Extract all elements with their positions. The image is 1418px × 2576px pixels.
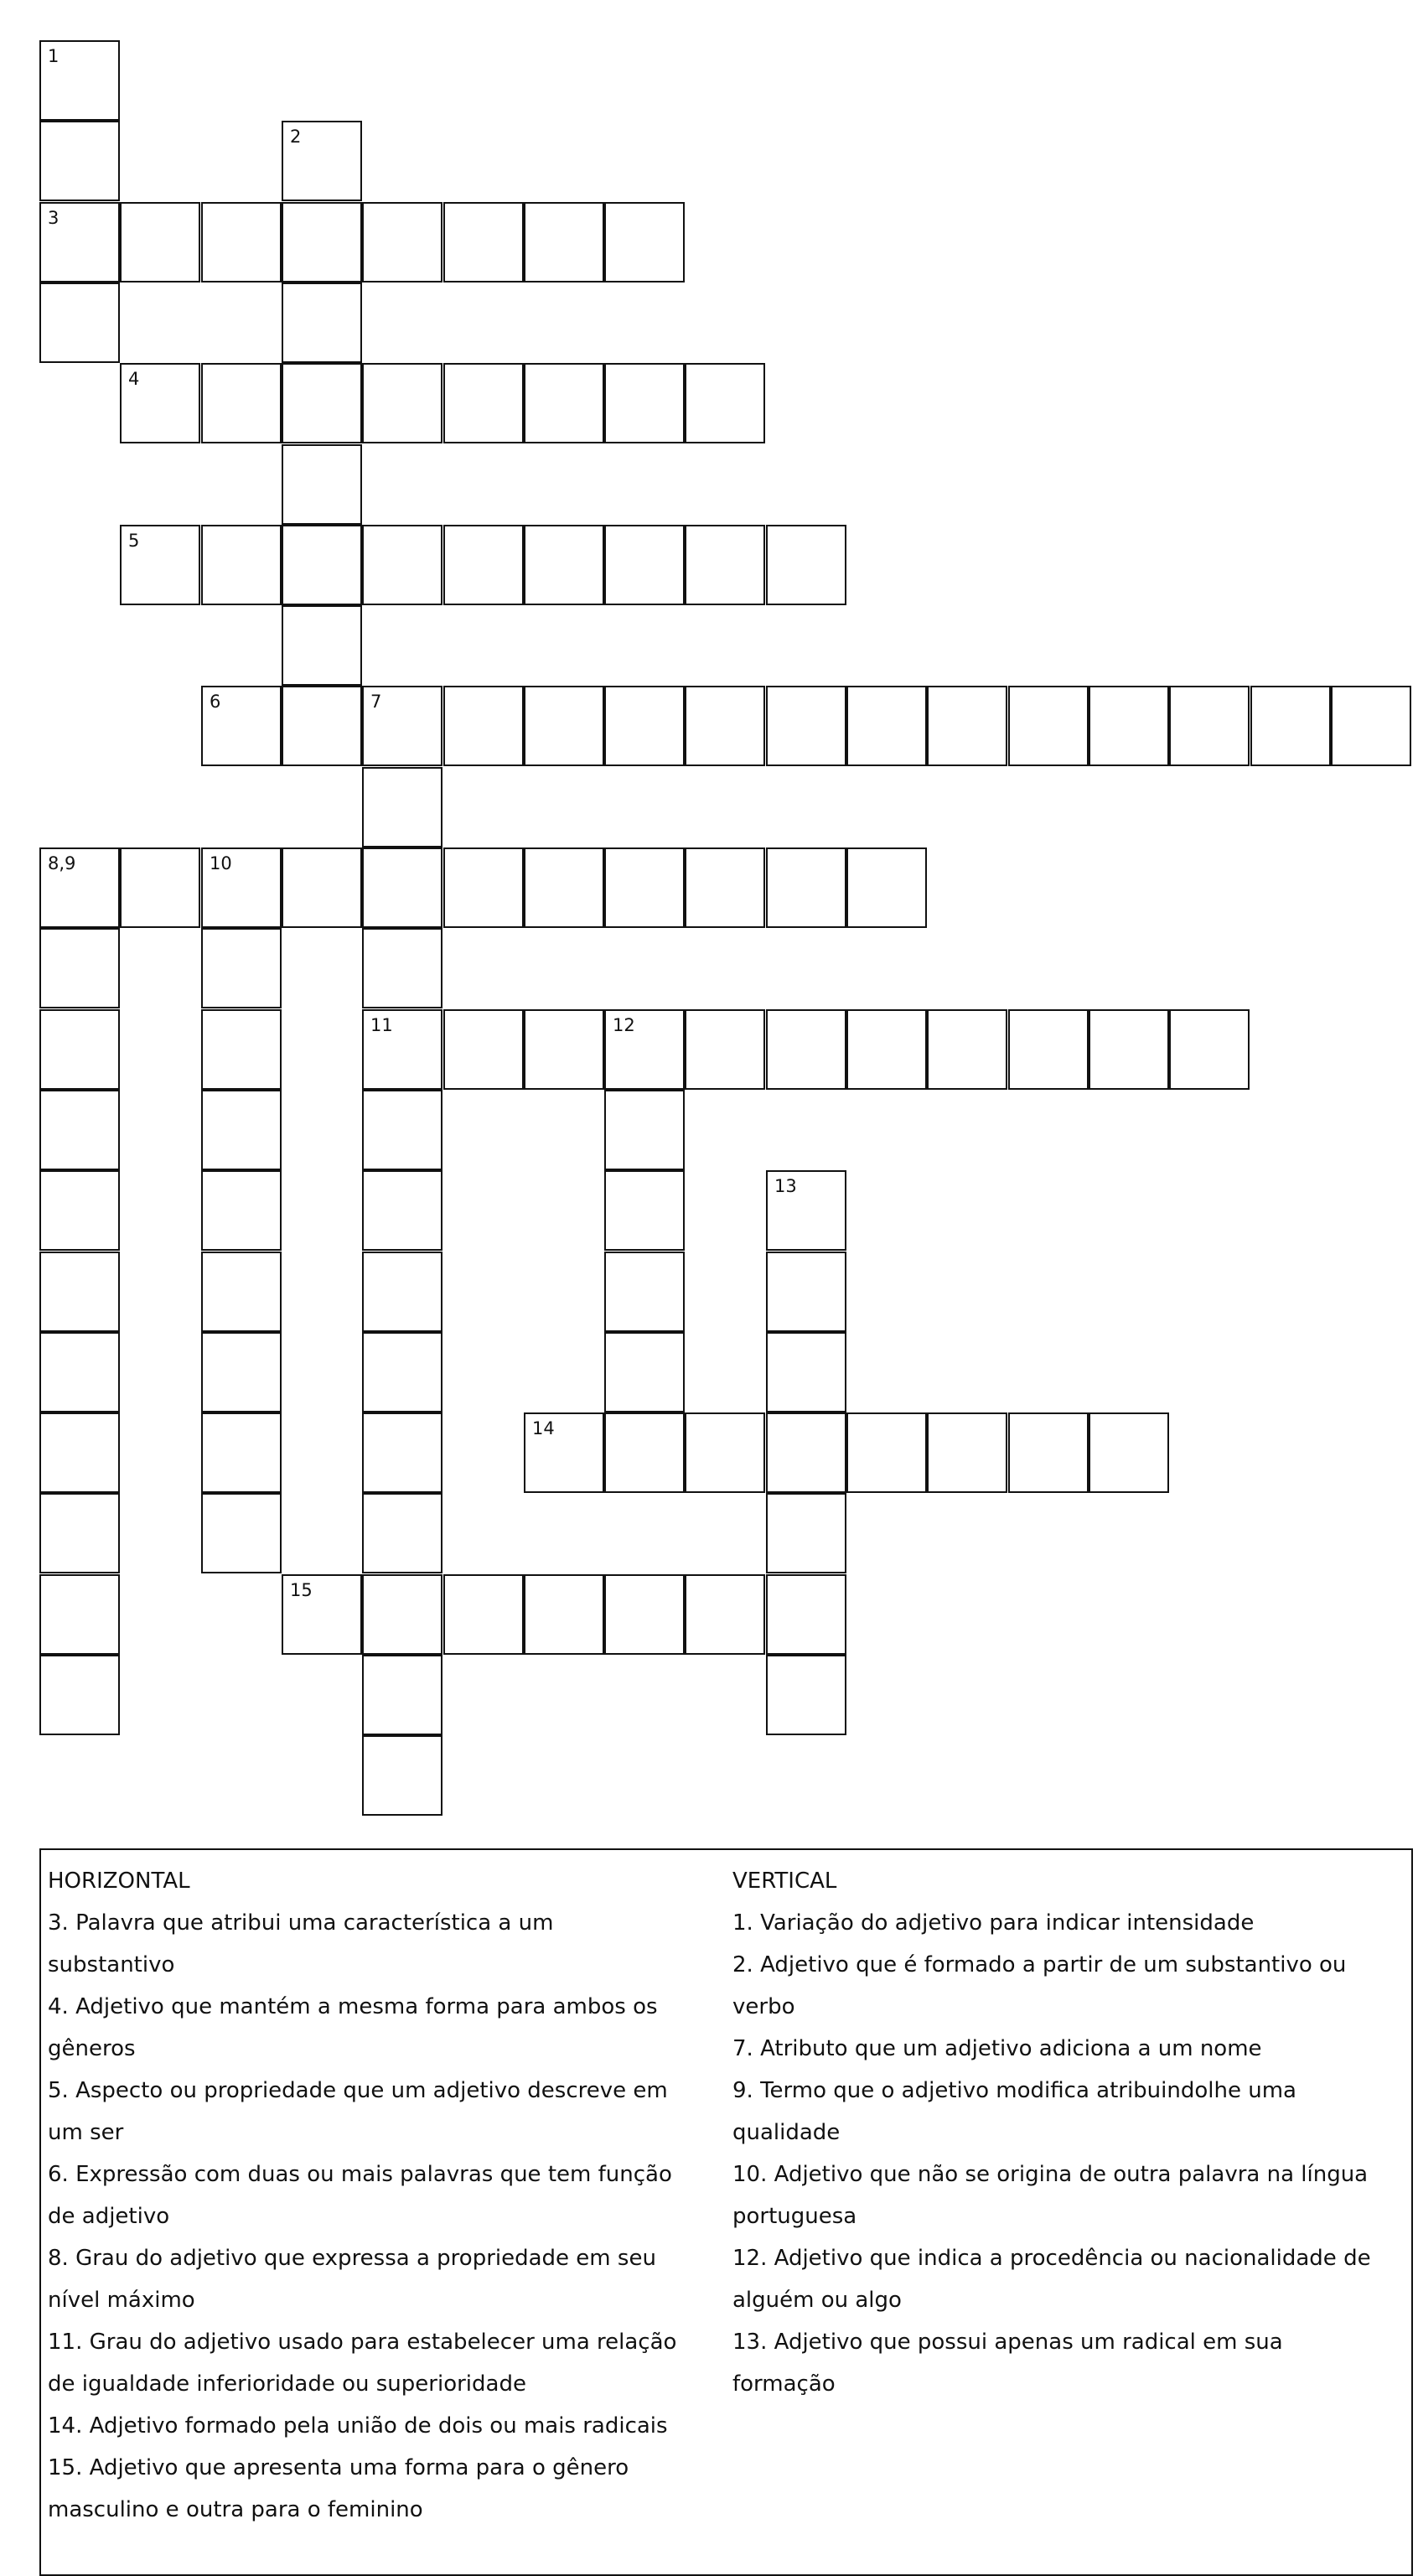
crossword-cell[interactable] [362,1090,442,1170]
crossword-cell[interactable] [282,847,362,928]
crossword-cell[interactable] [443,363,524,443]
crossword-cell[interactable] [282,202,362,282]
crossword-cell[interactable] [362,363,442,443]
crossword-cell[interactable] [120,202,200,282]
crossword-cell[interactable] [685,525,765,605]
crossword-cell[interactable] [927,1009,1007,1090]
crossword-cell[interactable] [443,847,524,928]
crossword-cell[interactable] [39,202,120,282]
crossword-cell[interactable] [524,1009,604,1090]
crossword-cell[interactable] [604,1574,685,1655]
crossword-cell[interactable] [362,1655,442,1735]
crossword-cell[interactable] [362,847,442,928]
crossword-cell[interactable] [362,525,442,605]
clue-number: 7 [370,692,382,712]
crossword-cell[interactable] [927,1412,1007,1493]
crossword-cell[interactable] [39,121,120,201]
crossword-cell[interactable] [604,1090,685,1170]
crossword-cell[interactable] [362,1009,442,1090]
crossword-cell[interactable] [1008,1009,1089,1090]
clue-number: 13 [774,1176,797,1196]
clue-number: 2 [290,127,302,147]
crossword-cell[interactable] [39,1332,120,1412]
crossword-cell[interactable] [604,202,685,282]
crossword-cell[interactable] [362,1332,442,1412]
crossword-cell[interactable] [604,1170,685,1251]
clue-number: 8,9 [48,853,76,873]
vertical-heading: VERTICAL [732,1869,837,1894]
clue-line: gêneros [48,2036,136,2061]
crossword-cell[interactable] [39,1170,120,1251]
crossword-cell[interactable] [443,1009,524,1090]
crossword-cell[interactable] [1169,1009,1250,1090]
crossword-cell[interactable] [1089,686,1169,766]
crossword-cell[interactable] [1169,686,1250,766]
crossword-cell[interactable] [604,1009,685,1090]
clue-number: 10 [210,853,232,873]
crossword-cell[interactable] [362,1735,442,1816]
clue-line: 14. Adjetivo formado pela união de dois ou mais radicais [48,2413,668,2439]
crossword-cell[interactable] [282,363,362,443]
clues-box [39,1848,1413,2576]
clue-number: 12 [613,1015,635,1035]
crossword-cell[interactable] [766,1655,846,1735]
clue-line: formação [732,2371,836,2397]
crossword-cell[interactable] [1008,1412,1089,1493]
clue-line: 6. Expressão com duas ou mais palavras que tem função [48,2162,672,2187]
horizontal-heading: HORIZONTAL [48,1869,190,1894]
crossword-cell[interactable] [201,1412,282,1493]
crossword-cell[interactable] [443,525,524,605]
crossword-cell[interactable] [685,1412,765,1493]
crossword-cell[interactable] [201,1332,282,1412]
crossword-cell[interactable] [685,847,765,928]
clue-line: 5. Aspecto ou propriedade que um adjetivo descreve em [48,2078,668,2103]
crossword-cell[interactable] [39,847,120,928]
crossword-cell[interactable] [846,1009,927,1090]
clue-line: verbo [732,1994,795,2019]
crossword-cell[interactable] [604,847,685,928]
crossword-cell[interactable] [39,1574,120,1655]
crossword-cell[interactable] [362,202,442,282]
crossword-cell[interactable] [282,525,362,605]
clue-line: 12. Adjetivo que indica a procedência ou nacionalidade de [732,2246,1371,2271]
crossword-cell[interactable] [201,928,282,1008]
clue-line: de igualdade inferioridade ou superioridade [48,2371,526,2397]
clue-number: 11 [370,1015,393,1035]
clue-line: 15. Adjetivo que apresenta uma forma para o gênero [48,2455,629,2480]
crossword-cell[interactable] [766,686,846,766]
crossword-cell[interactable] [766,1332,846,1412]
crossword-cell[interactable] [201,1252,282,1332]
crossword-cell[interactable] [362,1412,442,1493]
clue-number: 14 [532,1418,555,1438]
crossword-cell[interactable] [282,605,362,686]
clue-number: 5 [128,531,140,551]
clue-line: 3. Palavra que atribui uma característica a um [48,1910,554,1936]
crossword-cell[interactable] [766,1412,846,1493]
crossword-cell[interactable] [524,686,604,766]
clue-line: 1. Variação do adjetivo para indicar intensidade [732,1910,1255,1936]
crossword-cell[interactable] [685,1009,765,1090]
crossword-cell[interactable] [1089,1009,1169,1090]
horizontal-clues [48,1860,727,2531]
crossword-cell[interactable] [604,686,685,766]
crossword-cell[interactable] [443,686,524,766]
crossword-cell[interactable] [362,1170,442,1251]
clue-line: 9. Termo que o adjetivo modifica atribuindolhe uma [732,2078,1296,2103]
crossword-cell[interactable] [201,1170,282,1251]
clue-line: 13. Adjetivo que possui apenas um radical em sua [732,2330,1283,2355]
crossword-cell[interactable] [604,1252,685,1332]
clue-number: 15 [290,1580,313,1600]
clue-line: nível máximo [48,2288,195,2313]
crossword-cell[interactable] [39,1412,120,1493]
crossword-cell[interactable] [362,928,442,1008]
crossword-cell[interactable] [524,525,604,605]
crossword-cell[interactable] [201,1090,282,1170]
crossword-cell[interactable] [39,928,120,1008]
crossword-cell[interactable] [39,40,120,121]
clue-line: 4. Adjetivo que mantém a mesma forma para ambos os [48,1994,658,2019]
crossword-cell[interactable] [39,1493,120,1573]
crossword-cell[interactable] [846,1412,927,1493]
crossword-cell[interactable] [362,686,442,766]
crossword-cell[interactable] [604,1412,685,1493]
crossword-cell[interactable] [685,686,765,766]
clue-line: um ser [48,2120,124,2145]
crossword-cell[interactable] [201,686,282,766]
clue-line: de adjetivo [48,2204,170,2229]
crossword-cell[interactable] [685,363,765,443]
crossword-cell[interactable] [766,525,846,605]
crossword-cell[interactable] [604,363,685,443]
crossword-cell[interactable] [39,1252,120,1332]
crossword-cell[interactable] [604,525,685,605]
crossword-cell[interactable] [362,767,442,847]
clue-line: masculino e outra para o feminino [48,2497,423,2522]
crossword-cell[interactable] [524,202,604,282]
crossword-cell[interactable] [927,686,1007,766]
clue-line: 8. Grau do adjetivo que expressa a propriedade em seu [48,2246,656,2271]
clue-number: 1 [48,46,60,66]
crossword-cell[interactable] [524,1412,604,1493]
clue-line: 7. Atributo que um adjetivo adiciona a um nome [732,2036,1262,2061]
crossword-cell[interactable] [766,1252,846,1332]
clue-line: alguém ou algo [732,2288,902,2313]
crossword-cell[interactable] [282,686,362,766]
crossword-cell[interactable] [39,1009,120,1090]
crossword-cell[interactable] [685,1574,765,1655]
crossword-cell[interactable] [766,847,846,928]
crossword-cell[interactable] [443,202,524,282]
clue-line: 2. Adjetivo que é formado a partir de um substantivo ou [732,1952,1347,1977]
crossword-cell[interactable] [766,1170,846,1251]
crossword-cell[interactable] [1331,686,1411,766]
crossword-cell[interactable] [604,1332,685,1412]
clue-line: substantivo [48,1952,175,1977]
crossword-cell[interactable] [282,1574,362,1655]
crossword-cell[interactable] [120,363,200,443]
clue-line: 10. Adjetivo que não se origina de outra palavra na língua [732,2162,1369,2187]
crossword-cell[interactable] [1089,1412,1169,1493]
clue-line: 11. Grau do adjetivo usado para estabelecer uma relação [48,2330,677,2355]
crossword-cell[interactable] [362,1493,442,1573]
vertical-clues [732,1860,1407,2405]
crossword-cell[interactable] [1250,686,1331,766]
crossword-cell[interactable] [524,363,604,443]
crossword-cell[interactable] [39,1090,120,1170]
crossword-cell[interactable] [524,1574,604,1655]
crossword-cell[interactable] [846,847,927,928]
crossword-cell[interactable] [282,282,362,363]
crossword-cell[interactable] [846,686,927,766]
crossword-cell[interactable] [282,444,362,525]
crossword-cell[interactable] [201,202,282,282]
crossword-cell[interactable] [201,1493,282,1573]
crossword-cell[interactable] [39,282,120,363]
crossword-cell[interactable] [766,1009,846,1090]
crossword-cell[interactable] [201,525,282,605]
crossword-cell[interactable] [201,847,282,928]
crossword-cell[interactable] [766,1574,846,1655]
crossword-cell[interactable] [362,1252,442,1332]
crossword-cell[interactable] [120,525,200,605]
crossword-cell[interactable] [120,847,200,928]
clue-number: 3 [48,208,60,228]
clue-number: 4 [128,369,140,389]
crossword-cell[interactable] [1008,686,1089,766]
clue-number: 6 [210,692,221,712]
crossword-cell[interactable] [443,1574,524,1655]
crossword-cell[interactable] [362,1574,442,1655]
crossword-cell[interactable] [282,121,362,201]
clue-line: portuguesa [732,2204,857,2229]
clue-line: qualidade [732,2120,841,2145]
crossword-cell[interactable] [201,363,282,443]
crossword-cell[interactable] [201,1009,282,1090]
crossword-cell[interactable] [766,1493,846,1573]
crossword-cell[interactable] [39,1655,120,1735]
crossword-cell[interactable] [524,847,604,928]
